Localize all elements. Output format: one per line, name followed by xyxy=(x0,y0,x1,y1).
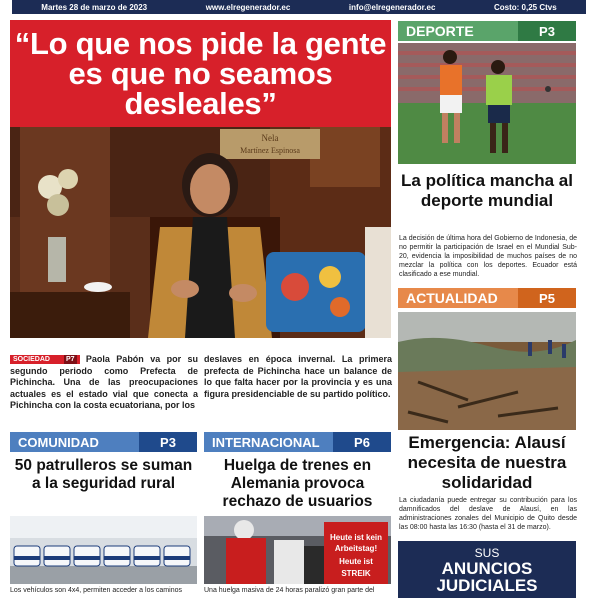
email-link[interactable]: info@elregenerador.ec xyxy=(348,2,436,12)
masthead-bar xyxy=(12,0,586,14)
photo-sign-text: Nela xyxy=(261,133,279,143)
page-badge: P3 xyxy=(139,432,197,452)
deporte-headline[interactable]: La política mancha al deporte mundial xyxy=(401,171,573,210)
internacional-photo xyxy=(204,516,391,584)
main-headline[interactable]: “Lo que nos pide la gente es que no seamos desleales” xyxy=(10,20,391,127)
section-name: ACTUALIDAD xyxy=(406,290,498,306)
website-link[interactable]: www.elregenerador.ec xyxy=(205,2,291,12)
section-banner-internacional[interactable] xyxy=(204,432,391,452)
issue-date: Martes 28 de marzo de 2023 xyxy=(41,2,148,12)
internacional-text: Una huelga masiva de 24 horas paralizó gran parte del xyxy=(204,587,375,594)
section-name: INTERNACIONAL xyxy=(212,434,320,450)
comunidad-headline[interactable]: 50 patrulleros se suman a la seguridad rural xyxy=(14,457,193,492)
page-badge: P3 xyxy=(518,21,576,41)
section-banner-comunidad[interactable] xyxy=(10,432,197,452)
main-photo xyxy=(10,127,391,338)
page-badge: P5 xyxy=(518,288,576,308)
deporte-text: La decisión de última hora del Gobierno de Indonesia, de no permitir la participación de Israel en el Mundial Sub-20, evidencia la imposibilidad de muchos países de no mezclar la política con los deportes. Ecuador está clasificado a ese mundial. xyxy=(399,235,577,278)
judiciales-sus: SUS xyxy=(474,546,500,560)
svg-text:Martínez Espinosa: Martínez Espinosa xyxy=(240,146,300,155)
main-article-text-2: deslaves en época invernal. La primera prefecta de Pichincha hace un balance de lo que falta hacer por la provincia y es una figura presidenciable de su partido político. xyxy=(204,354,392,399)
actualidad-headline[interactable]: Emergencia: Alausí necesita de nuestra solidaridad xyxy=(407,433,567,492)
comunidad-photo xyxy=(10,516,197,584)
main-article-col1 xyxy=(10,354,198,412)
section-tag-sociedad[interactable]: SOCIEDAD P7 xyxy=(10,355,80,364)
svg-text:Heute ist: Heute ist xyxy=(339,557,373,566)
svg-text:STREIK: STREIK xyxy=(341,569,371,578)
main-article xyxy=(10,354,391,418)
judiciales-banner[interactable] xyxy=(398,541,576,598)
page-badge: P7 xyxy=(65,356,75,363)
section-banner-actualidad[interactable] xyxy=(398,288,576,308)
actualidad-text: La ciudadanía puede entregar su contribución para los damnificados del deslave de Alausí, en las administraciones zonales del Municipio de Quito desde las 08:00 hasta las 16:30 (hasta el 31 de marzo). xyxy=(399,497,577,531)
price-label: Costo: 0,25 Ctvs xyxy=(494,2,557,12)
deporte-photo xyxy=(398,43,576,164)
main-article-text-1: Paola Pabón va por su segundo periodo como Prefecta de Pichincha. Una de las preocupaciones actuales es el estado vial que conecta a Pichincha con la costa ecuatoriana, por los xyxy=(10,354,198,410)
page-badge: P6 xyxy=(333,432,391,452)
svg-text:Arbeitstag!: Arbeitstag! xyxy=(334,544,378,553)
internacional-headline[interactable]: Huelga de trenes en Alemania provoca rechazo de usuarios xyxy=(222,457,373,510)
judiciales-title: ANUNCIOS JUDICIALES xyxy=(436,559,538,595)
section-name: DEPORTE xyxy=(406,23,474,39)
actualidad-photo xyxy=(398,312,576,430)
section-name: COMUNIDAD xyxy=(18,434,99,450)
comunidad-text: Los vehículos son 4x4, permiten acceder a los caminos xyxy=(10,587,182,594)
svg-text:Heute ist kein: Heute ist kein xyxy=(329,533,383,542)
section-banner-deporte[interactable] xyxy=(398,21,576,41)
